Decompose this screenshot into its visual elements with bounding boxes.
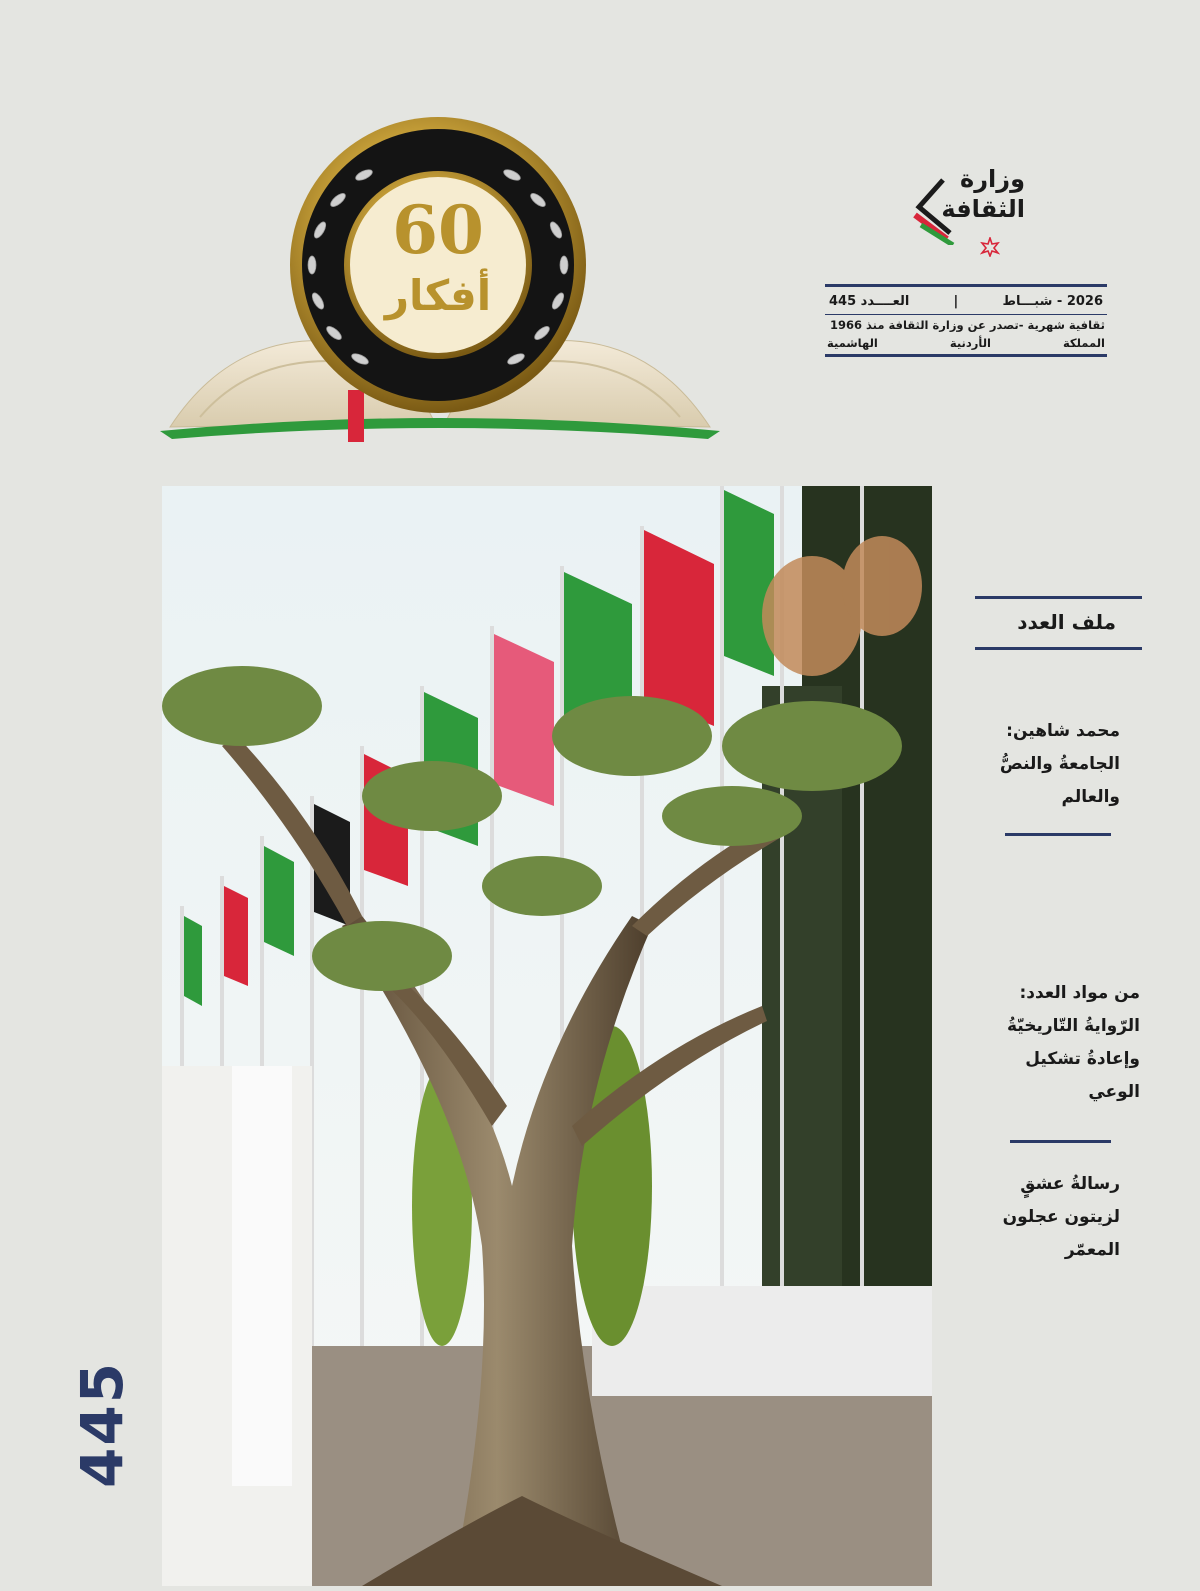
issue-file-box: [975, 596, 1142, 650]
issue-separator: |: [953, 294, 959, 309]
file-box-bottom-rule: [975, 647, 1142, 650]
emblem-wordmark: أفكار: [384, 271, 492, 320]
headline-line: لزيتون عجلون: [1002, 1207, 1120, 1227]
issue-info-line: [825, 290, 1107, 314]
publisher-line: ثقافية شهرية -تصدر عن وزارة الثقافة منذ 1966: [829, 318, 1105, 332]
kingdom-line: المملكة الأردنية الهاشمية: [827, 336, 1105, 350]
ministry-name-line1: وزارة: [960, 165, 1025, 193]
headline-line: وإعادةُ تشكيل: [1025, 1049, 1140, 1069]
ministry-name-line2: الثقافة: [941, 195, 1025, 223]
headline-line: الرّوايةُ التّاريخيّةُ: [1007, 1016, 1140, 1036]
cover-photo-olive-tree: [162, 486, 932, 1586]
headline-line: المعمّر: [1064, 1240, 1120, 1260]
header-top-rule: [825, 284, 1107, 287]
magazine-emblem: [160, 105, 720, 485]
headline-line: الجامعةُ والنصُّ: [999, 754, 1120, 774]
issue-header: [825, 284, 1107, 357]
issue-file-title: ملف العدد: [1017, 610, 1116, 634]
section-divider: [1005, 833, 1111, 836]
headline-article-1: [985, 715, 1120, 814]
spine-issue-number: 445: [68, 1360, 136, 1488]
headline-line: من مواد العدد:: [1019, 983, 1140, 1003]
headline-article-3: [985, 1168, 1120, 1267]
ministry-of-culture-logo: [905, 165, 1045, 270]
issue-date: 2026 - شبـــاط: [1002, 294, 1103, 309]
emblem-number: 60: [392, 191, 484, 269]
header-bottom-rule: [825, 354, 1107, 357]
headline-line: رسالةُ عشقٍ: [1020, 1174, 1120, 1194]
section-divider: [1010, 1140, 1111, 1143]
headline-materials: [985, 977, 1140, 1109]
headline-line: محمد شاهين:: [1006, 721, 1120, 741]
issue-number-label: العــــدد 445: [829, 294, 910, 309]
star-icon: [980, 237, 1000, 257]
headline-line: والعالم: [1061, 787, 1120, 807]
headline-line: الوعي: [1088, 1082, 1140, 1102]
